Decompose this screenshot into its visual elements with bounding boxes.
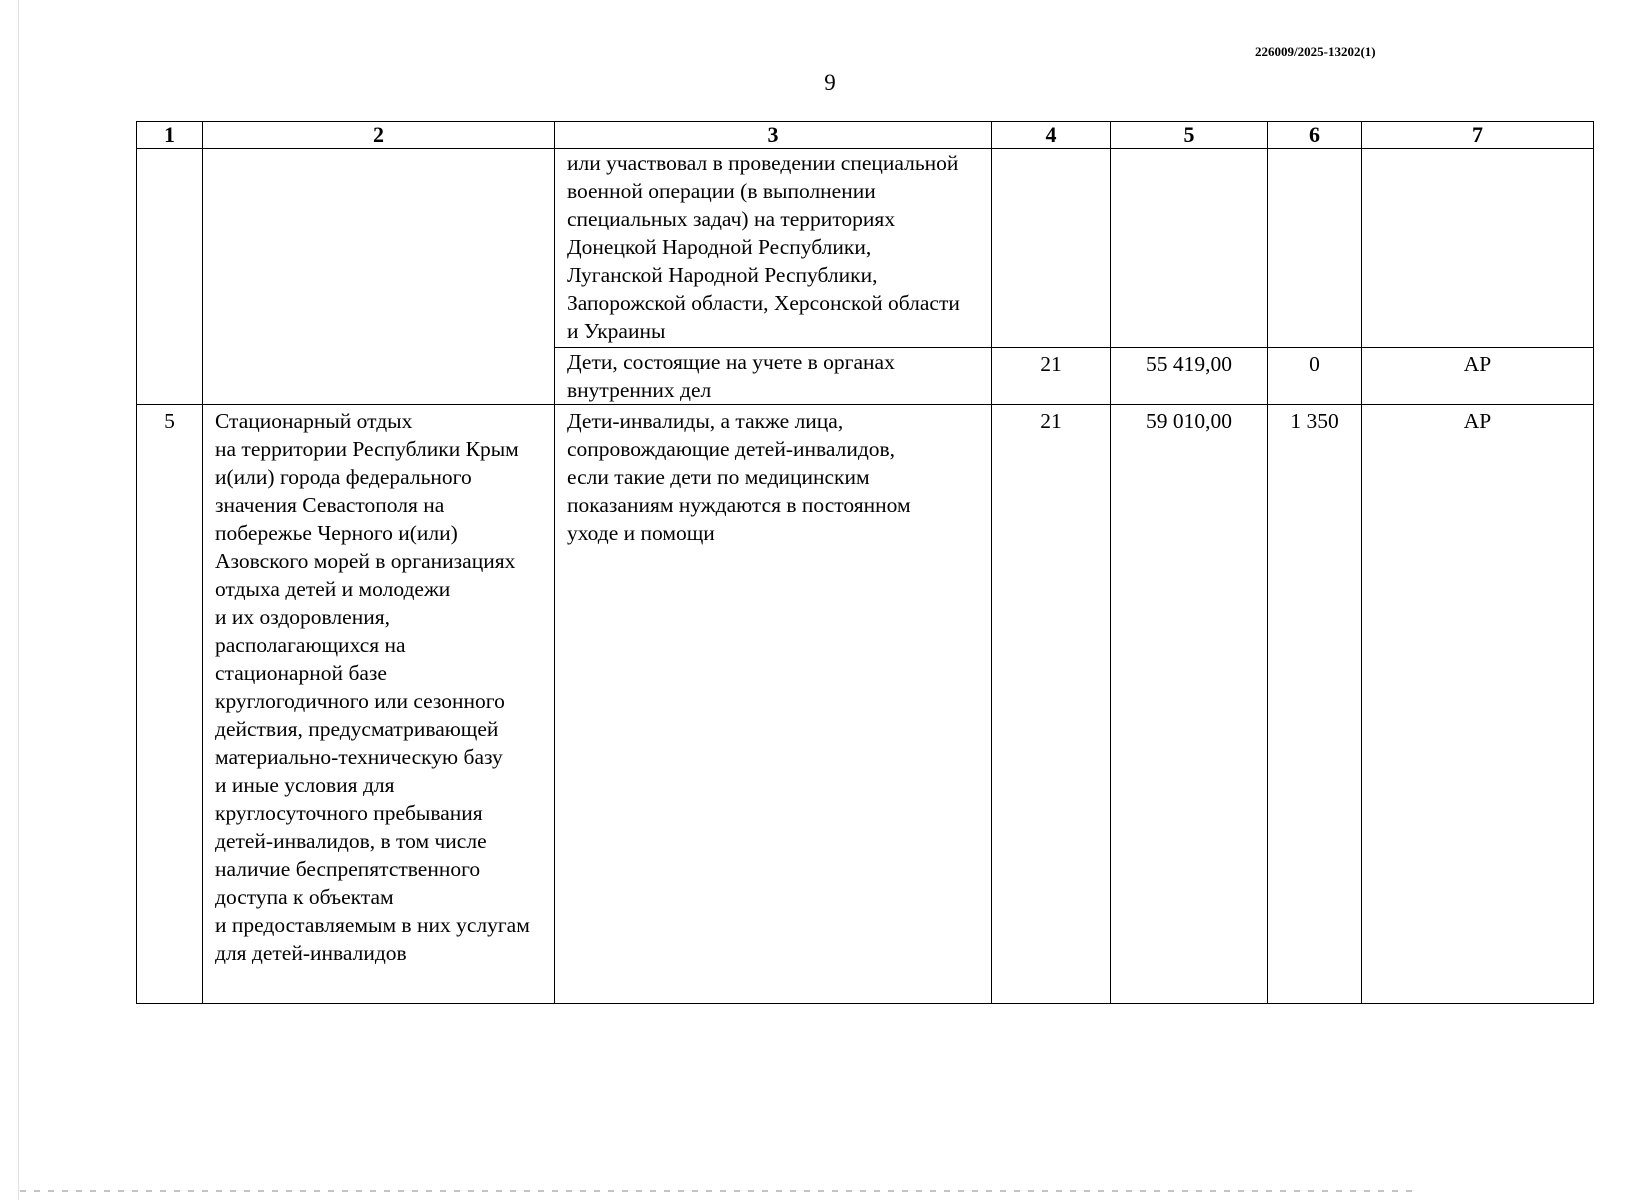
- column-header-4: 4: [992, 122, 1111, 149]
- cell-category: [555, 405, 992, 1004]
- page-number: 9: [824, 70, 836, 95]
- column-header-3: 3: [555, 122, 992, 149]
- document-id: 226009/2025-13202(1): [1255, 44, 1376, 59]
- column-header-1: 1: [137, 122, 203, 149]
- column-header-7: 7: [1362, 122, 1594, 149]
- cell-service-type: [203, 149, 555, 405]
- cell-col7: АР: [1362, 348, 1594, 405]
- cell-col4: 21: [992, 405, 1111, 1004]
- column-header-2: 2: [203, 122, 555, 149]
- column-header-5: 5: [1111, 122, 1268, 149]
- cell-col7: АР: [1362, 405, 1594, 1004]
- table-header-row: [137, 122, 1594, 149]
- cell-col4: [992, 149, 1111, 348]
- column-header-6: 6: [1268, 122, 1362, 149]
- cell-col5: 59 010,00: [1111, 405, 1268, 1004]
- cell-service-type: [203, 405, 555, 1004]
- cell-col6: 1 350: [1268, 405, 1362, 1004]
- cell-col7: [1362, 149, 1594, 348]
- cell-number: [137, 149, 203, 405]
- cell-number: 5: [137, 405, 203, 1004]
- cell-category-text: Дети, состоящие на учете в органах внутренних дел: [567, 350, 895, 402]
- cell-col6: [1268, 149, 1362, 348]
- cell-category-text: или участвовал в проведении специальной военной операции (в выполнении специальных задач) на территориях Донецкой Народной Республики, Луганской Народной Республики, Запорожской области, Херсонской области и Украины: [567, 151, 960, 343]
- table-row: [137, 405, 1594, 1004]
- scan-edge: [0, 0, 19, 1200]
- cell-col5: [1111, 149, 1268, 348]
- cell-service-type-text: Стационарный отдых на территории Республики Крым и(или) города федерального значения Севастополя на побережье Черного и(или) Азовского морей в организациях отдыха детей и молодежи и их оздоровления, располагающихся на стационарной базе круглогодичного или сезонного действия, предусматривающей материально-техническую базу и иные условия для круглосуточного пребывания детей-инвалидов, в том числе наличие беспрепятственного доступа к объектам и предоставляемым в них услугам для детей-инвалидов: [215, 409, 530, 965]
- cell-category-text: Дети-инвалиды, а также лица, сопровождающие детей-инвалидов, если такие дети по медицинским показаниям нуждаются в постоянном уходе и помощи: [567, 409, 911, 545]
- data-table: [136, 121, 1594, 1004]
- cell-col4: 21: [992, 348, 1111, 405]
- cell-category: [555, 149, 992, 348]
- cell-category: [555, 348, 992, 405]
- cell-col6: 0: [1268, 348, 1362, 405]
- table-row: [137, 149, 1594, 348]
- scan-footer-noise: [20, 1190, 1420, 1192]
- cell-col5: 55 419,00: [1111, 348, 1268, 405]
